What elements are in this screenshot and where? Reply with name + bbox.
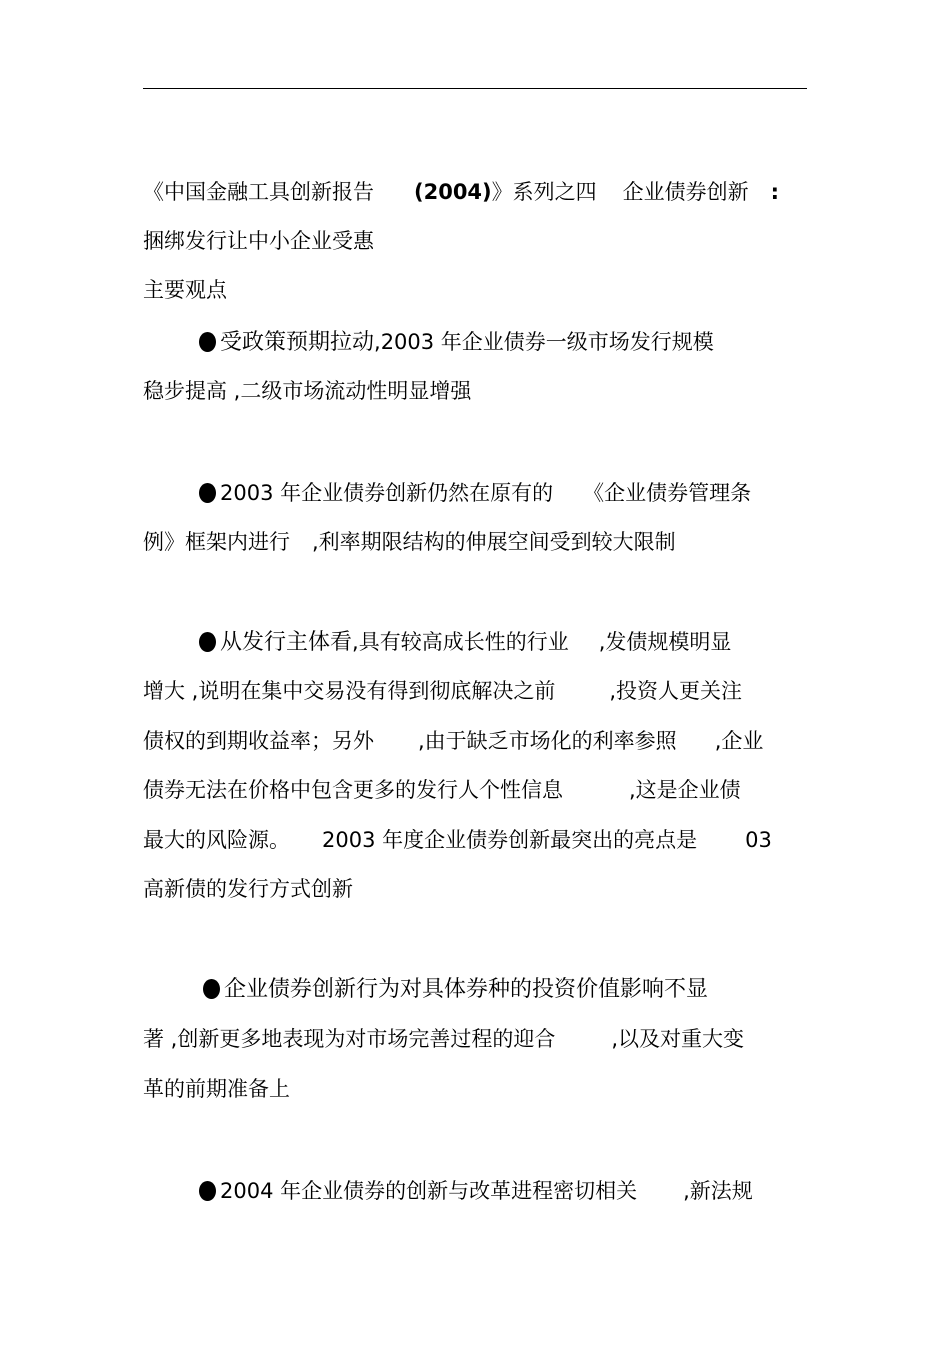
- point-lead: 受政策预期拉动: [220, 330, 375, 355]
- point-text: 03: [745, 828, 772, 852]
- title-line-2-text: 捆绑发行让中小企业受惠: [143, 229, 374, 253]
- point-text: 2003 年企业债券创新仍然在原有的: [220, 481, 554, 505]
- point-3-line-5: [143, 826, 772, 854]
- point-3-line-4: [143, 776, 741, 804]
- point-text: ,发债规模明显: [598, 630, 732, 654]
- point-lead: 企业债券创新行为对具体券种的投资价值影响不显: [224, 977, 709, 1002]
- point-2-line-1: [199, 479, 751, 507]
- point-text: 稳步提高 ,二级市场流动性明显增强: [143, 379, 472, 403]
- point-text: ,2003 年企业债券一级市场发行规模: [374, 330, 714, 354]
- title-part-2: 》系列之四: [491, 180, 597, 204]
- point-text: 债权的到期收益率；另外: [143, 729, 374, 753]
- point-text: ,企业: [714, 729, 764, 753]
- title-part-1: 《中国金融工具创新报告: [143, 180, 374, 204]
- point-3-line-2: [143, 677, 742, 705]
- point-text: 高新债的发行方式创新: [143, 877, 353, 901]
- bullet-icon: [199, 1181, 216, 1201]
- point-2-line-2: [143, 528, 676, 556]
- point-text: ,具有较高成长性的行业: [352, 630, 569, 654]
- point-text: 债券无法在价格中包含更多的发行人个性信息: [143, 778, 563, 802]
- point-text: 《企业债券管理条: [583, 481, 752, 505]
- point-text: 例》框架内进行: [143, 530, 290, 554]
- point-1-line-1: [199, 328, 714, 356]
- point-text: ,新法规: [683, 1179, 753, 1203]
- title-year: (2004): [414, 180, 492, 204]
- point-text: 革的前期准备上: [143, 1077, 290, 1101]
- point-text: 最大的风险源。: [143, 828, 290, 852]
- bullet-icon: [199, 332, 216, 352]
- point-text: ,由于缺乏市场化的利率参照: [418, 729, 677, 753]
- bullet-icon: [199, 483, 216, 503]
- point-text: ,这是企业债: [629, 778, 741, 802]
- point-text: 2004 年企业债券的创新与改革进程密切相关: [220, 1179, 638, 1203]
- point-4-line-3: [143, 1075, 290, 1103]
- point-3-line-1: [199, 628, 731, 656]
- section-heading: [143, 276, 227, 304]
- point-4-line-1: [203, 975, 708, 1003]
- bullet-icon: [199, 632, 216, 652]
- point-lead: 从发行主体看: [220, 630, 353, 655]
- point-5-line-1: [199, 1177, 753, 1205]
- doc-title-line-1: [143, 178, 779, 206]
- point-text: ,投资人更关注: [609, 679, 743, 703]
- bullet-icon: [203, 979, 220, 999]
- point-3-line-6: [143, 875, 353, 903]
- point-text: ,利率期限结构的伸展空间受到较大限制: [312, 530, 676, 554]
- header-rule: [143, 88, 807, 89]
- point-text: ,以及对重大变: [611, 1027, 745, 1051]
- point-1-line-2: [143, 377, 471, 405]
- doc-title-line-2: [143, 227, 374, 255]
- title-colon: :: [770, 180, 780, 204]
- point-text: 增大 ,说明在集中交易没有得到彻底解决之前: [143, 679, 556, 703]
- point-text: 2003 年度企业债券创新最突出的亮点是: [322, 828, 698, 852]
- section-heading-text: 主要观点: [143, 278, 227, 302]
- title-part-3: 企业债券创新: [622, 180, 749, 204]
- point-3-line-3: [143, 727, 763, 755]
- point-4-line-2: [143, 1025, 744, 1053]
- point-text: 著 ,创新更多地表现为对市场完善过程的迎合: [143, 1027, 556, 1051]
